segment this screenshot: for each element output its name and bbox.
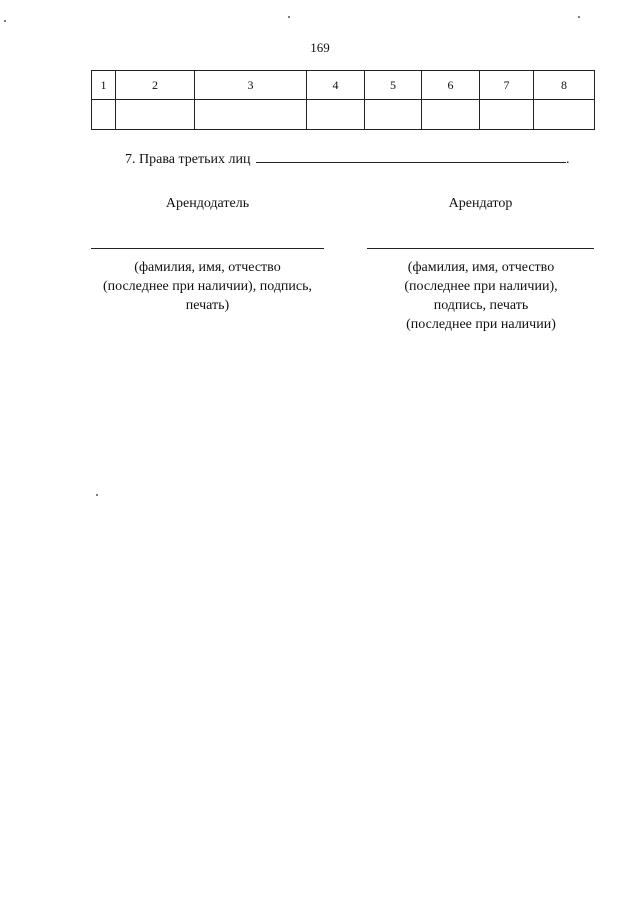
table-cell — [480, 100, 534, 130]
column-header: 2 — [116, 71, 195, 100]
lessee-caption-line: (последнее при наличии), — [404, 279, 558, 294]
lessee-signature-line — [367, 248, 594, 249]
column-header: 6 — [422, 71, 480, 100]
scan-speck — [96, 494, 98, 496]
data-table — [91, 70, 595, 130]
lessee-caption-line: подпись, печать — [433, 298, 529, 313]
lessor-caption-line: (последнее при наличии), подпись, — [102, 279, 313, 294]
table-cell — [116, 100, 195, 130]
scan-speck — [288, 16, 290, 18]
third-party-rights-label: 7. Права третьих лиц — [125, 152, 251, 167]
table-cell — [534, 100, 595, 130]
table-row — [92, 100, 595, 130]
table-cell — [195, 100, 307, 130]
lessor-title: Арендодатель — [165, 196, 250, 211]
page-number: 169 — [310, 40, 330, 55]
column-header: 4 — [307, 71, 365, 100]
column-header: 7 — [480, 71, 534, 100]
scan-speck — [578, 16, 580, 18]
column-header: 5 — [365, 71, 422, 100]
lessor-caption — [80, 258, 335, 315]
third-party-rights-line — [125, 150, 595, 168]
column-header: 1 — [92, 71, 116, 100]
table-cell — [422, 100, 480, 130]
third-party-rights-blank — [256, 150, 566, 163]
table-cell — [365, 100, 422, 130]
table-cell — [307, 100, 365, 130]
column-header: 3 — [195, 71, 307, 100]
lessee-caption-line: (фамилия, имя, отчество — [407, 260, 555, 275]
table-cell — [92, 100, 116, 130]
lessor-caption-line: (фамилия, имя, отчество — [134, 260, 281, 275]
scan-speck — [4, 20, 6, 22]
lessor-signature-line — [91, 248, 324, 249]
lessee-caption — [360, 258, 602, 334]
lessee-title: Арендатор — [448, 196, 513, 211]
third-party-rights-end-mark: . — [565, 152, 570, 167]
column-header: 8 — [534, 71, 595, 100]
lessee-caption-line: (последнее при наличии) — [406, 317, 556, 332]
lessor-caption-line: печать) — [185, 298, 230, 313]
table-header-row — [92, 71, 595, 100]
